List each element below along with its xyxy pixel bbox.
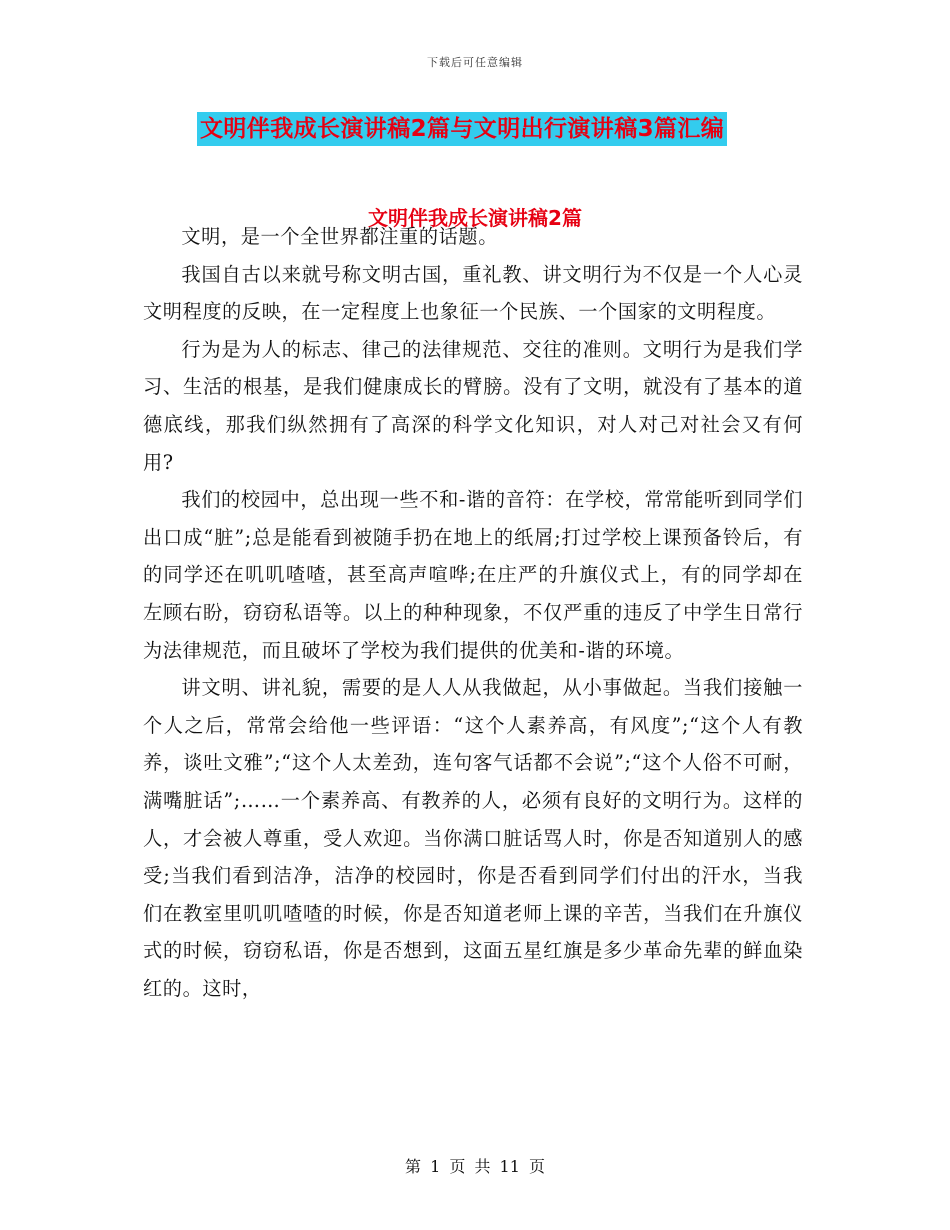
header-note: 下载后可任意编辑 (427, 56, 523, 69)
paragraph: 我国自古以来就号称文明古国，重礼教、讲文明行为不仅是一个人心灵文明程度的反映，在一定程度上也象征一个民族、一个国家的文明程度。 (143, 262, 803, 324)
section-title: 文明伴我成长演讲稿2篇 (368, 206, 582, 230)
page-footer: 第 1 页 共 11 页 (405, 1157, 545, 1176)
paragraph: 文明，是一个全世界都注重的话题。 (181, 225, 498, 248)
document-main-title: 文明伴我成长演讲稿2篇与文明出行演讲稿3篇汇编 (197, 112, 727, 146)
paragraph: 我们的校园中，总出现一些不和-谐的音符：在学校，常常能听到同学们出口成“脏”;总是能看到被随手扔在地上的纸屑;打过学校上课预备铃后，有的同学还在叽叽喳喳，甚至高声喧哗;在庄严的升旗仪式上，有的同学却在左顾右盼，窃窃私语等。以上的种种现象，不仅严重的违反了中学生日常行为法律规范，而且破坏了学校为我们提供的优美和-谐的环境。 (143, 488, 803, 662)
body-text (143, 218, 803, 1007)
paragraph: 行为是为人的标志、律己的法律规范、交往的准则。文明行为是我们学习、生活的根基，是我们健康成长的臂膀。没有了文明，就没有了基本的道德底线，那我们纵然拥有了高深的科学文化知识，对人对己对社会又有何用? (143, 337, 803, 474)
paragraph: 讲文明、讲礼貌，需要的是人人从我做起，从小事做起。当我们接触一个人之后，常常会给他一些评语：“这个人素养高，有风度”;“这个人有教养，谈吐文雅”;“这个人太差劲，连句客气话都不会说”;“这个人俗不可耐，满嘴脏话”;……一个素养高、有教养的人，必须有良好的文明行为。这样的人，才会被人尊重，受人欢迎。当你满口脏话骂人时，你是否知道别人的感受;当我们看到洁净，洁净的校园时，你是否看到同学们付出的汗水，当我们在教室里叽叽喳喳的时候，你是否知道老师上课的辛苦，当我们在升旗仪式的时候，窃窃私语，你是否想到，这面五星红旗是多少革命先辈的鲜血染红的。这时， (143, 676, 803, 1000)
